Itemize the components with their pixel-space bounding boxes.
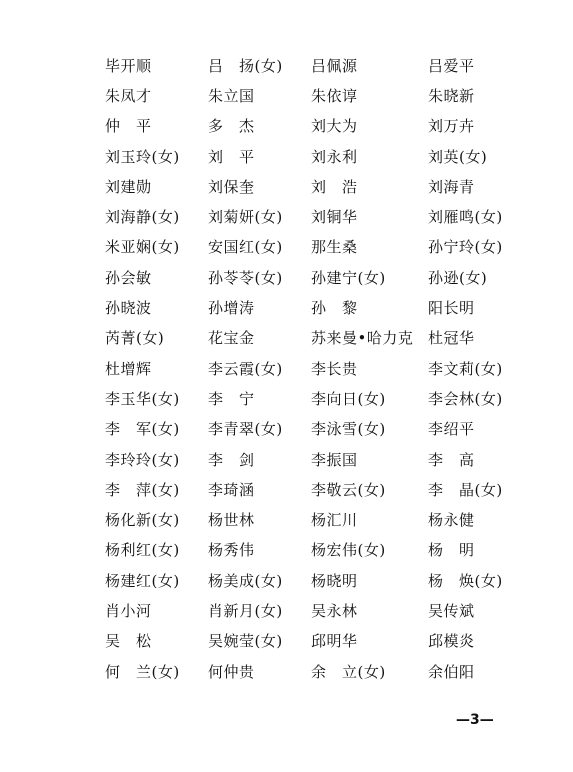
name-entry: 孙晓波 — [105, 299, 152, 318]
name-entry: 吴婉莹(女) — [208, 632, 283, 651]
name-entry: 米亚娴(女) — [105, 238, 180, 257]
name-entry: 李敬云(女) — [311, 480, 386, 499]
name-entry: 李 晶(女) — [428, 480, 503, 499]
name-row — [105, 201, 525, 231]
name-entry: 杨秀伟 — [208, 541, 255, 560]
name-entry: 杨永健 — [428, 511, 475, 530]
name-entry: 李向日(女) — [311, 389, 386, 408]
name-entry: 孙宁玲(女) — [428, 238, 503, 257]
name-row — [105, 383, 525, 413]
name-entry: 孙苓苓(女) — [208, 268, 283, 287]
name-row — [105, 292, 525, 322]
name-entry: 李泳雪(女) — [311, 420, 386, 439]
name-entry: 李玲玲(女) — [105, 450, 180, 469]
name-row — [105, 414, 525, 444]
name-entry: 吴永林 — [311, 601, 358, 620]
name-entry: 刘海静(女) — [105, 208, 180, 227]
name-row — [105, 626, 525, 656]
name-entry: 杨世林 — [208, 511, 255, 530]
name-entry: 多 杰 — [208, 117, 255, 136]
name-entry: 邱明华 — [311, 632, 358, 651]
name-entry: 杨宏伟(女) — [311, 541, 386, 560]
name-row — [105, 50, 525, 80]
name-entry: 李文莉(女) — [428, 359, 503, 378]
name-row — [105, 504, 525, 534]
name-entry: 李琦涵 — [208, 480, 255, 499]
name-entry: 杨化新(女) — [105, 511, 180, 530]
name-entry: 那生桑 — [311, 238, 358, 257]
name-entry: 肖小河 — [105, 601, 152, 620]
name-entry: 朱凤才 — [105, 86, 152, 105]
name-entry: 杨美成(女) — [208, 571, 283, 590]
name-entry: 何 兰(女) — [105, 662, 180, 681]
name-row — [105, 141, 525, 171]
name-entry: 吕佩源 — [311, 56, 358, 75]
name-entry: 杨晓明 — [311, 571, 358, 590]
name-entry: 李云霞(女) — [208, 359, 283, 378]
name-entry: 刘万卉 — [428, 117, 475, 136]
name-entry: 刘海青 — [428, 177, 475, 196]
name-entry: 孙逊(女) — [428, 268, 488, 287]
name-entry: 杨建红(女) — [105, 571, 180, 590]
name-entry: 杨利红(女) — [105, 541, 180, 560]
name-entry: 杨 明 — [428, 541, 475, 560]
name-entry: 朱依谆 — [311, 86, 358, 105]
name-entry: 刘建勋 — [105, 177, 152, 196]
name-entry: 刘大为 — [311, 117, 358, 136]
name-entry: 刘雁鸣(女) — [428, 208, 503, 227]
name-entry: 何仲贵 — [208, 662, 255, 681]
name-entry: 杜增辉 — [105, 359, 152, 378]
name-entry: 杜冠华 — [428, 329, 475, 348]
name-entry: 吕 扬(女) — [208, 56, 283, 75]
name-entry: 吴传斌 — [428, 601, 475, 620]
name-entry: 刘 浩 — [311, 177, 358, 196]
name-entry: 余伯阳 — [428, 662, 475, 681]
name-entry: 刘菊妍(女) — [208, 208, 283, 227]
name-row — [105, 444, 525, 474]
name-entry: 苏来曼•哈力克 — [311, 329, 414, 348]
name-entry: 余 立(女) — [311, 662, 386, 681]
name-entry: 李会林(女) — [428, 389, 503, 408]
name-entry: 刘 平 — [208, 147, 255, 166]
name-row — [105, 656, 525, 686]
name-entry: 李长贵 — [311, 359, 358, 378]
page-number: —3— — [456, 712, 494, 728]
name-entry: 孙建宁(女) — [311, 268, 386, 287]
name-entry: 邱模炎 — [428, 632, 475, 651]
name-entry: 花宝金 — [208, 329, 255, 348]
name-row — [105, 171, 525, 201]
name-entry: 安国红(女) — [208, 238, 283, 257]
name-row — [105, 535, 525, 565]
name-entry: 仲 平 — [105, 117, 152, 136]
name-entry: 吴 松 — [105, 632, 152, 651]
name-entry: 毕开顺 — [105, 56, 152, 75]
name-row — [105, 474, 525, 504]
name-row — [105, 80, 525, 110]
name-entry: 刘永利 — [311, 147, 358, 166]
name-entry: 杨汇川 — [311, 511, 358, 530]
name-entry: 孙 黎 — [311, 299, 358, 318]
name-entry: 肖新月(女) — [208, 601, 283, 620]
name-entry: 李 军(女) — [105, 420, 180, 439]
name-entry: 李 萍(女) — [105, 480, 180, 499]
name-entry: 朱立国 — [208, 86, 255, 105]
name-entry: 芮菁(女) — [105, 329, 165, 348]
name-entry: 李玉华(女) — [105, 389, 180, 408]
name-entry: 李绍平 — [428, 420, 475, 439]
name-entry: 吕爱平 — [428, 56, 475, 75]
name-entry: 杨 焕(女) — [428, 571, 503, 590]
name-entry: 阳长明 — [428, 299, 475, 318]
name-entry: 李 宁 — [208, 389, 255, 408]
name-entry: 刘铜华 — [311, 208, 358, 227]
name-row — [105, 262, 525, 292]
name-row — [105, 595, 525, 625]
name-entry: 李 剑 — [208, 450, 255, 469]
name-row — [105, 232, 525, 262]
name-list — [105, 50, 525, 686]
name-row — [105, 111, 525, 141]
name-entry: 李青翠(女) — [208, 420, 283, 439]
name-row — [105, 565, 525, 595]
name-entry: 刘保奎 — [208, 177, 255, 196]
name-entry: 朱晓新 — [428, 86, 475, 105]
name-entry: 孙会敏 — [105, 268, 152, 287]
name-entry: 李振国 — [311, 450, 358, 469]
name-entry: 刘玉玲(女) — [105, 147, 180, 166]
name-entry: 李 高 — [428, 450, 475, 469]
name-row — [105, 353, 525, 383]
name-row — [105, 323, 525, 353]
name-entry: 刘英(女) — [428, 147, 488, 166]
name-entry: 孙增涛 — [208, 299, 255, 318]
